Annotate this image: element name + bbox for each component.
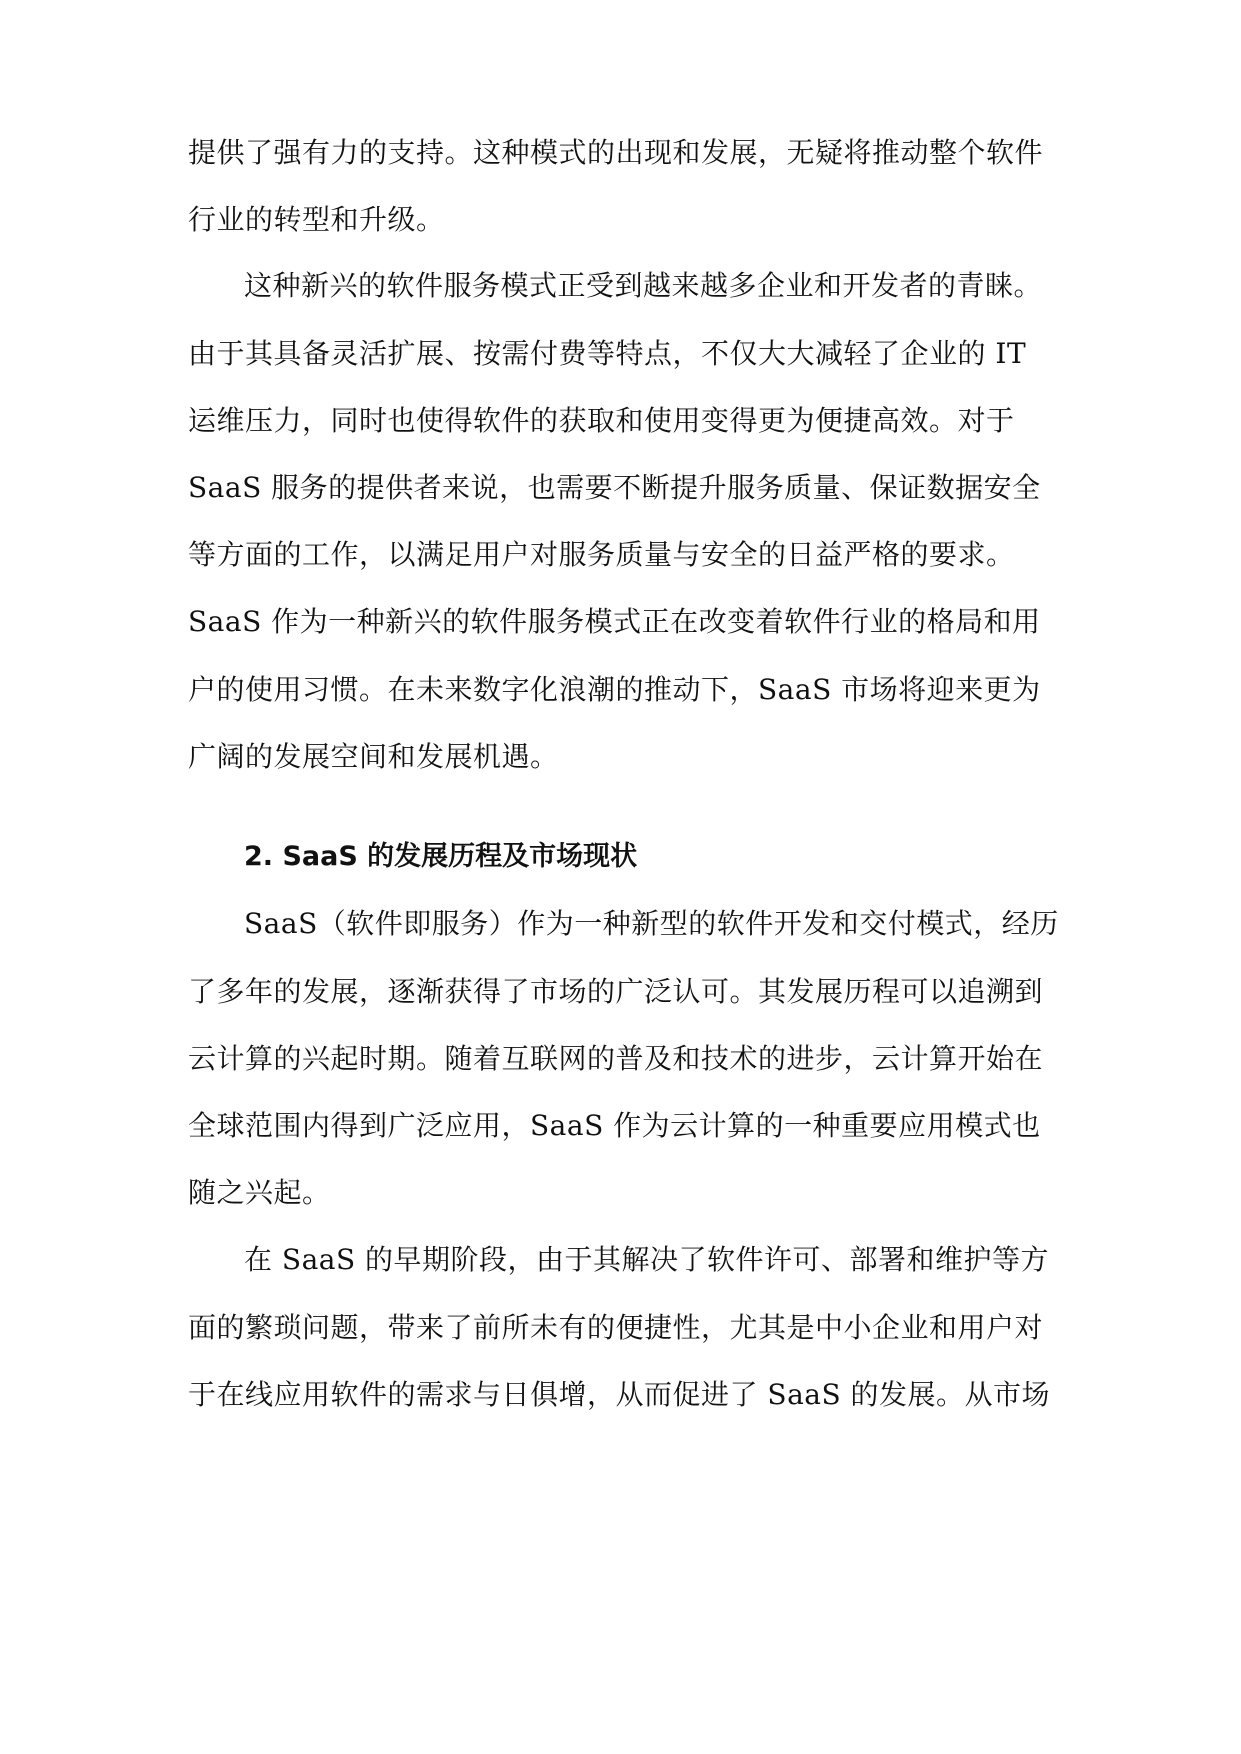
paragraph-line: SaaS（软件即服务）作为一种新型的软件开发和交付模式，经历: [244, 907, 1059, 940]
paragraph-line: 提供了强有力的支持。这种模式的出现和发展，无疑将推动整个软件: [188, 136, 1044, 169]
paragraph-line: SaaS 服务的提供者来说，也需要不断提升服务质量、保证数据安全: [188, 471, 1041, 504]
paragraph-line: 面的繁琐问题，带来了前所未有的便捷性，尤其是中小企业和用户对: [188, 1311, 1044, 1344]
paragraph-line: 于在线应用软件的需求与日俱增，从而促进了 SaaS 的发展。从市场: [188, 1378, 1051, 1411]
section-heading: 2. SaaS 的发展历程及市场现状: [244, 841, 638, 872]
paragraph-line: 在 SaaS 的早期阶段，由于其解决了软件许可、部署和维护等方: [244, 1243, 1050, 1276]
paragraph-line: 了多年的发展，逐渐获得了市场的广泛认可。其发展历程可以追溯到: [188, 975, 1044, 1008]
paragraph-line: 户的使用习惯。在未来数字化浪潮的推动下，SaaS 市场将迎来更为: [188, 673, 1041, 706]
paragraph-line: 这种新兴的软件服务模式正受到越来越多企业和开发者的青睐。: [244, 269, 1043, 302]
paragraph-line: 由于其具备灵活扩展、按需付费等特点，不仅大大减轻了企业的 IT: [188, 337, 1027, 370]
paragraph-line: 随之兴起。: [188, 1176, 331, 1209]
paragraph-line: 行业的转型和升级。: [188, 203, 445, 236]
paragraph-line: 等方面的工作，以满足用户对服务质量与安全的日益严格的要求。: [188, 538, 1015, 571]
paragraph-line: 运维压力，同时也使得软件的获取和使用变得更为便捷高效。对于: [188, 404, 1015, 437]
paragraph-line: SaaS 作为一种新兴的软件服务模式正在改变着软件行业的格局和用: [188, 605, 1041, 638]
paragraph-line: 云计算的兴起时期。随着互联网的普及和技术的进步，云计算开始在: [188, 1042, 1044, 1075]
paragraph-line: 广阔的发展空间和发展机遇。: [188, 740, 559, 773]
paragraph-line: 全球范围内得到广泛应用，SaaS 作为云计算的一种重要应用模式也: [188, 1109, 1041, 1142]
